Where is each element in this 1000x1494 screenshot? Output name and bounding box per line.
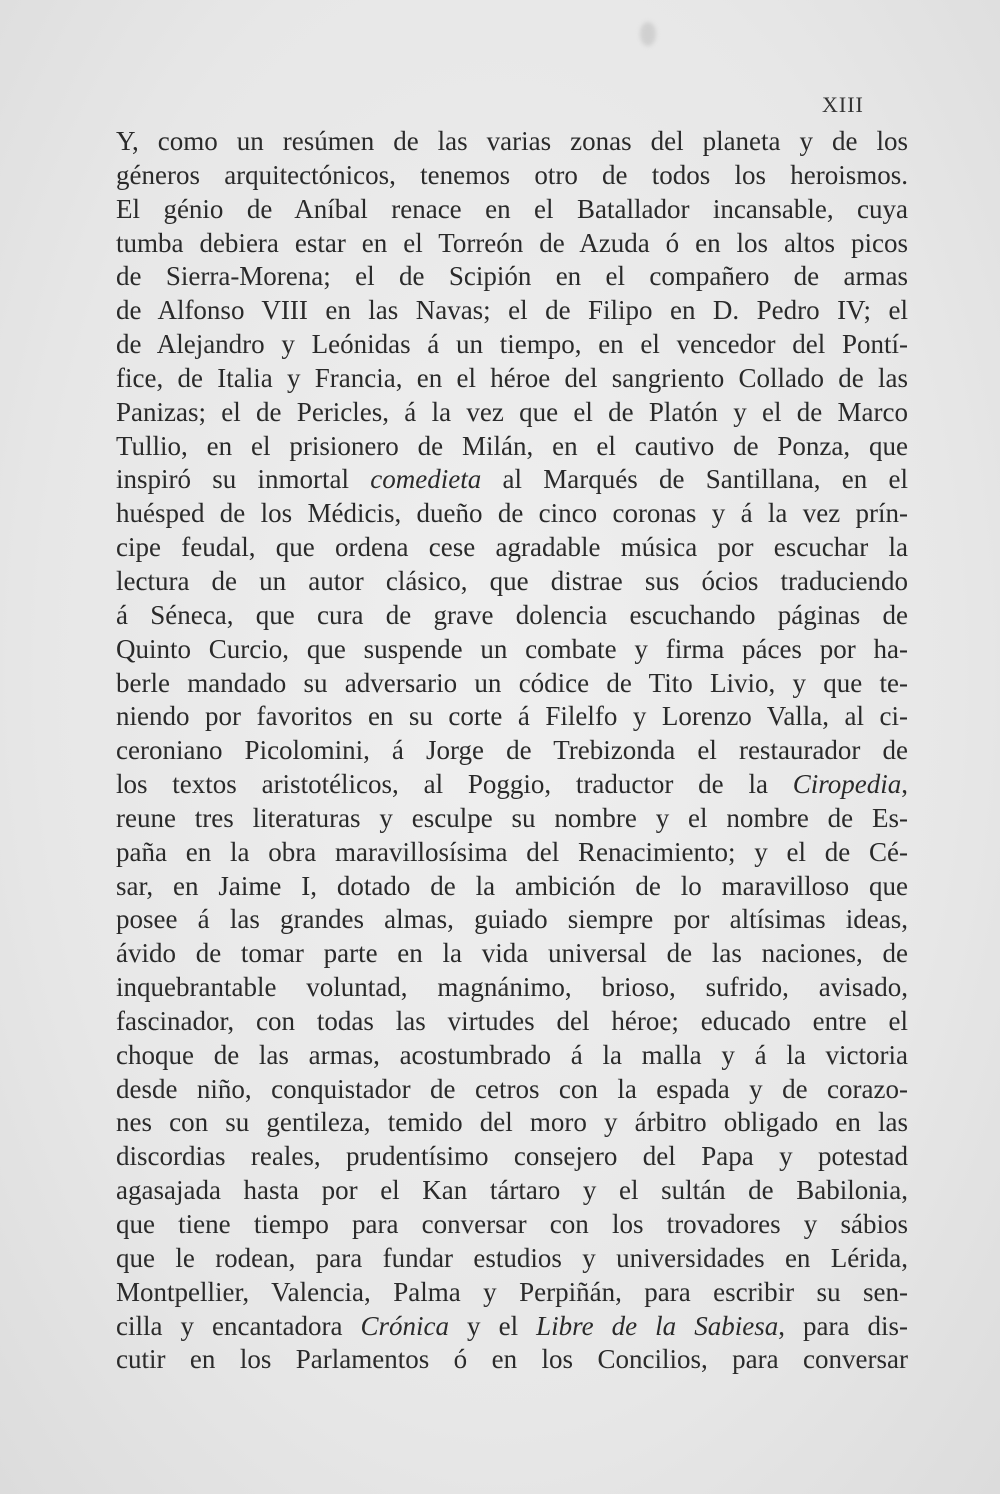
text-line (116, 362, 908, 396)
text-line (116, 497, 908, 531)
text-line (116, 1005, 908, 1039)
text-segment: cilla y encantadora (116, 1310, 361, 1341)
italic-title: Ciropedia (792, 769, 902, 800)
text-segment: Quinto Curcio, que suspende un combate y firma páces por ha- (116, 633, 908, 664)
text-segment: que tiene tiempo para conversar con los trovadores y sábios (116, 1209, 908, 1239)
text-segment: huésped de los Médicis, dueño de cinco coronas y á la vez prín- (116, 498, 908, 529)
text-line (116, 1343, 908, 1377)
text-segment: , para dis- (778, 1310, 908, 1341)
text-line (116, 734, 908, 768)
text-segment: ávido de tomar parte en la vida universal de las naciones, de (116, 938, 908, 969)
text-line (116, 1039, 908, 1073)
page-number: XIII (822, 92, 864, 117)
text-line (116, 1208, 908, 1242)
text-segment: de Alejandro y Leónidas á un tiempo, en el vencedor del Pontí- (116, 329, 908, 360)
text-segment: , (901, 769, 908, 800)
text-line (116, 463, 908, 497)
text-line (116, 768, 908, 802)
text-segment: al Marqués de Santillana, en el (481, 464, 908, 495)
text-segment: los textos aristotélicos, al Poggio, traductor de la (116, 769, 793, 800)
text-segment: de Sierra-Morena; el de Scipión en el compañero de armas (116, 261, 908, 292)
text-segment: posee á las grandes almas, guiado siempre por altísimas ideas, (116, 904, 908, 935)
italic-title: Crónica (360, 1310, 450, 1341)
text-line (116, 903, 908, 937)
text-line (116, 1242, 908, 1276)
text-segment: géneros arquitectónicos, tenemos otro de todos los heroismos. (116, 159, 908, 190)
text-segment: inspiró su inmortal (116, 464, 371, 495)
text-line (116, 971, 908, 1005)
text-line (116, 531, 908, 565)
text-segment: Montpellier, Valencia, Palma y Perpiñán, para escribir su sen- (116, 1276, 908, 1307)
text-line (116, 836, 908, 870)
text-line (116, 1174, 908, 1208)
text-segment: berle mandado su adversario un códice de Tito Livio, y que te- (116, 667, 908, 698)
text-line (116, 1140, 908, 1174)
text-segment: fice, de Italia y Francia, en el héroe del sangriento Collado de las (116, 362, 908, 393)
text-segment: á Séneca, que cura de grave dolencia escuchando páginas de (116, 599, 908, 630)
text-line (116, 159, 908, 193)
text-line (116, 937, 908, 971)
text-segment: fascinador, con todas las virtudes del héroe; educado entre el (116, 1005, 908, 1036)
text-line (116, 125, 908, 159)
text-segment: paña en la obra maravillosísima del Renacimiento; y el de Cé- (116, 836, 908, 867)
ink-blot (640, 22, 656, 46)
text-line (116, 193, 908, 227)
text-line (116, 1276, 908, 1310)
text-line (116, 599, 908, 633)
text-segment: de Alfonso VIII en las Navas; el de Filipo en D. Pedro IV; el (116, 295, 908, 326)
text-segment: niendo por favoritos en su corte á Filelfo y Lorenzo Valla, al ci- (116, 701, 908, 732)
text-line (116, 294, 908, 328)
text-segment: y el (449, 1310, 537, 1341)
text-line (116, 227, 908, 261)
text-segment: agasajada hasta por el Kan tártaro y el sultán de Babilonia, (116, 1175, 908, 1206)
text-line (116, 260, 908, 294)
text-line (116, 328, 908, 362)
text-line (116, 1106, 908, 1140)
text-segment: cipe feudal, que ordena cese agradable música por escuchar la (116, 532, 908, 563)
text-line (116, 667, 908, 701)
text-segment: Tullio, en el prisionero de Milán, en el cautivo de Ponza, que (116, 430, 908, 461)
text-line (116, 1310, 908, 1344)
text-segment: sar, en Jaime I, dotado de la ambición de lo maravilloso que (116, 870, 908, 901)
text-segment: cutir en los Parlamentos ó en los Concilios, para conversar (116, 1344, 908, 1375)
text-segment: discordias reales, prudentísimo consejero del Papa y potestad (116, 1141, 908, 1172)
text-segment: reune tres literaturas y esculpe su nombre y el nombre de Es- (116, 802, 908, 833)
text-segment: Panizas; el de Pericles, á la vez que el de Platón y el de Marco (116, 396, 908, 427)
text-line (116, 870, 908, 904)
text-line (116, 802, 908, 836)
italic-title: comedieta (370, 464, 482, 495)
text-line (116, 430, 908, 464)
text-line (116, 700, 908, 734)
body-text (116, 125, 908, 1377)
text-segment: choque de las armas, acostumbrado á la malla y á la victoria (116, 1039, 908, 1070)
text-line (116, 1073, 908, 1107)
text-segment: ceroniano Picolomini, á Jorge de Trebizonda el restaurador de (116, 735, 908, 766)
text-segment: inquebrantable voluntad, magnánimo, brioso, sufrido, avisado, (116, 972, 908, 1003)
text-line (116, 633, 908, 667)
text-segment: que le rodean, para fundar estudios y universidades en Lérida, (116, 1242, 908, 1273)
text-segment: nes con su gentileza, temido del moro y árbitro obligado en las (116, 1107, 908, 1138)
text-segment: El génio de Aníbal renace en el Batallador incansable, cuya (116, 193, 908, 224)
italic-title: Libre de la Sabiesa (536, 1310, 779, 1341)
text-segment: tumba debiera estar en el Torreón de Azuda ó en los altos picos (116, 227, 908, 258)
text-segment: Y, como un resúmen de las varias zonas del planeta y de los (116, 126, 908, 156)
text-line (116, 396, 908, 430)
text-line (116, 565, 908, 599)
text-segment: desde niño, conquistador de cetros con la espada y de corazo- (116, 1073, 908, 1104)
text-segment: lectura de un autor clásico, que distrae sus ócios traduciendo (116, 565, 908, 596)
